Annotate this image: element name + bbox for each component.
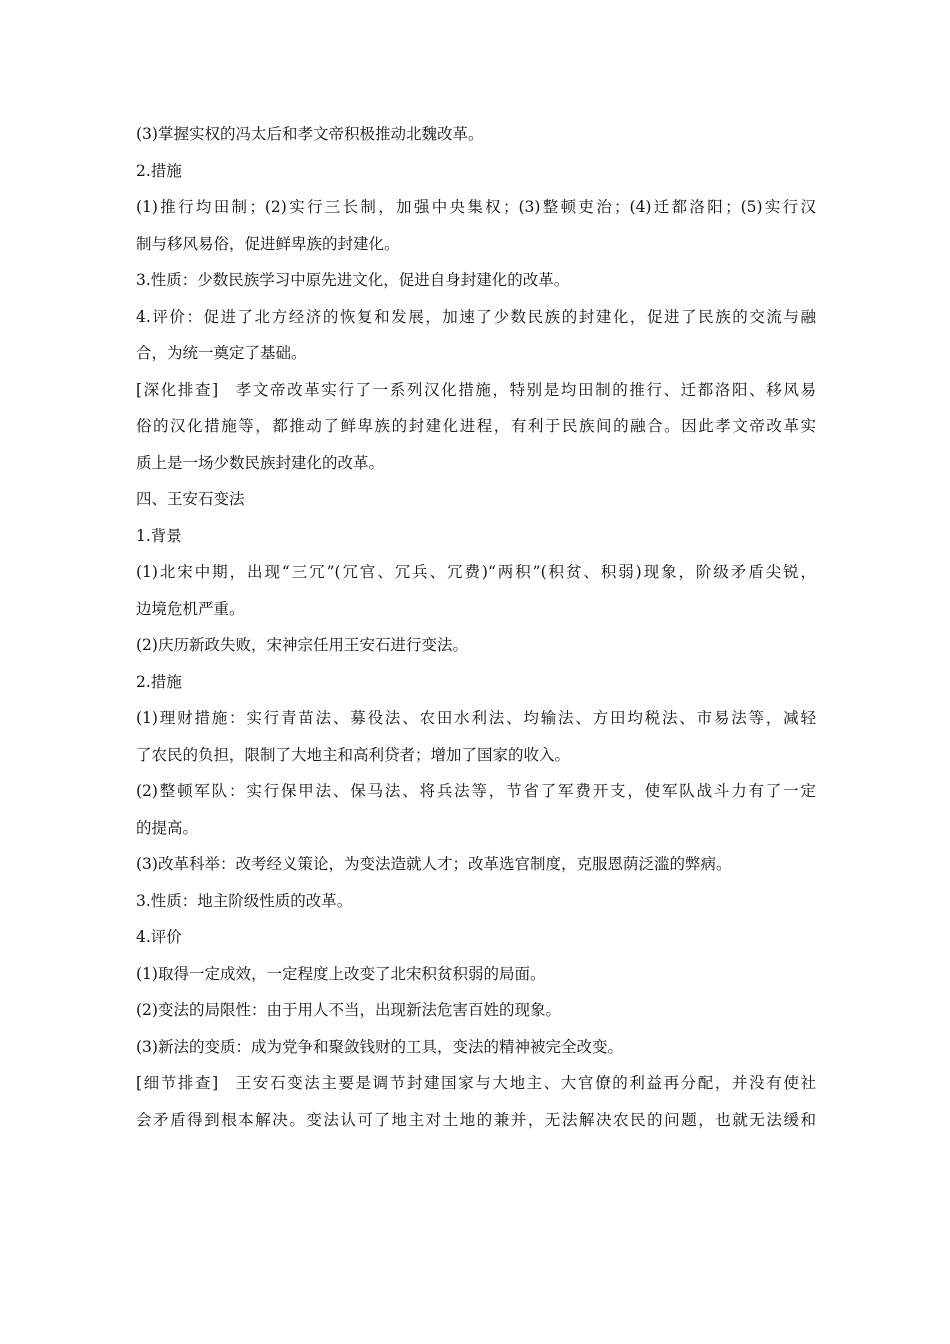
text-line: (1)北宋中期，出现“三冗”(冗官、冗兵、冗费)“两积”(积贫、积弱)现象，阶级矛盾尖锐，	[136, 563, 816, 581]
document-body	[136, 116, 816, 1138]
text-line: 会矛盾得到根本解决。变法认可了地主对土地的兼并，无法解决农民的问题，也就无法缓和	[136, 1110, 816, 1129]
text-line: 的提高。	[136, 818, 199, 837]
text-line: (1)取得一定成效，一定程度上改变了北宋积贫积弱的局面。	[136, 964, 546, 983]
text-line: (2)整顿军队：实行保甲法、保马法、将兵法等，节省了军费开支，使军队战斗力有了一定	[136, 782, 816, 800]
text-line: (2)变法的局限性：由于用人不当，出现新法危害百姓的现象。	[136, 1001, 561, 1019]
note-tag: [细节排查]	[136, 1074, 219, 1092]
text-line: 边境危机严重。	[136, 599, 245, 618]
text-line: (1)推行均田制；(2)实行三长制，加强中央集权；(3)整顿吏治；(4)迁都洛阳；(5)实行汉	[136, 198, 816, 216]
text-line	[136, 1065, 816, 1102]
text-line: (1)理财措施：实行青苗法、募役法、农田水利法、均输法、方田均税法、市易法等，减轻	[136, 709, 816, 727]
text-line	[136, 372, 816, 409]
note-tag: [深化排查]	[136, 380, 219, 399]
note-text: 王安石变法主要是调节封建国家与大地主、大官僚的利益再分配，并没有使社	[234, 1074, 816, 1092]
section-heading: 1.背景	[136, 526, 182, 545]
text-line: 制与移风易俗，促进鲜卑族的封建化。	[136, 234, 400, 253]
chapter-heading: 四、王安石变法	[136, 490, 245, 508]
text-line: 4.评价：促进了北方经济的恢复和发展，加速了少数民族的封建化，促进了民族的交流与融	[136, 307, 816, 326]
text-line: (3)改革科举：改考经义策论，为变法造就人才；改革选官制度，克服恩荫泛滥的弊病。	[136, 855, 732, 873]
section-heading: 3.性质：地主阶级性质的改革。	[136, 891, 353, 910]
text-line: 俗的汉化措施等，都推动了鲜卑族的封建化进程，有利于民族间的融合。因此孝文帝改革实	[136, 417, 816, 435]
text-line: (3)新法的变质：成为党争和聚敛钱财的工具，变法的精神被完全改变。	[136, 1037, 623, 1056]
text-line: (3)掌握实权的冯太后和孝文帝积极推动北魏改革。	[136, 125, 484, 143]
section-heading: 4.评价	[136, 928, 182, 946]
section-heading: 2.措施	[136, 161, 182, 180]
text-line: 质上是一场少数民族封建化的改革。	[136, 453, 385, 472]
text-line: 3.性质：少数民族学习中原先进文化，促进自身封建化的改革。	[136, 271, 570, 289]
section-heading: 2.措施	[136, 672, 182, 691]
text-line: 了农民的负担，限制了大地主和高利贷者；增加了国家的收入。	[136, 745, 571, 764]
text-line: (2)庆历新政失败，宋神宗任用王安石进行变法。	[136, 636, 468, 654]
note-text: 孝文帝改革实行了一系列汉化措施，特别是均田制的推行、迁都洛阳、移风易	[234, 380, 816, 399]
text-line: 合，为统一奠定了基础。	[136, 344, 307, 362]
